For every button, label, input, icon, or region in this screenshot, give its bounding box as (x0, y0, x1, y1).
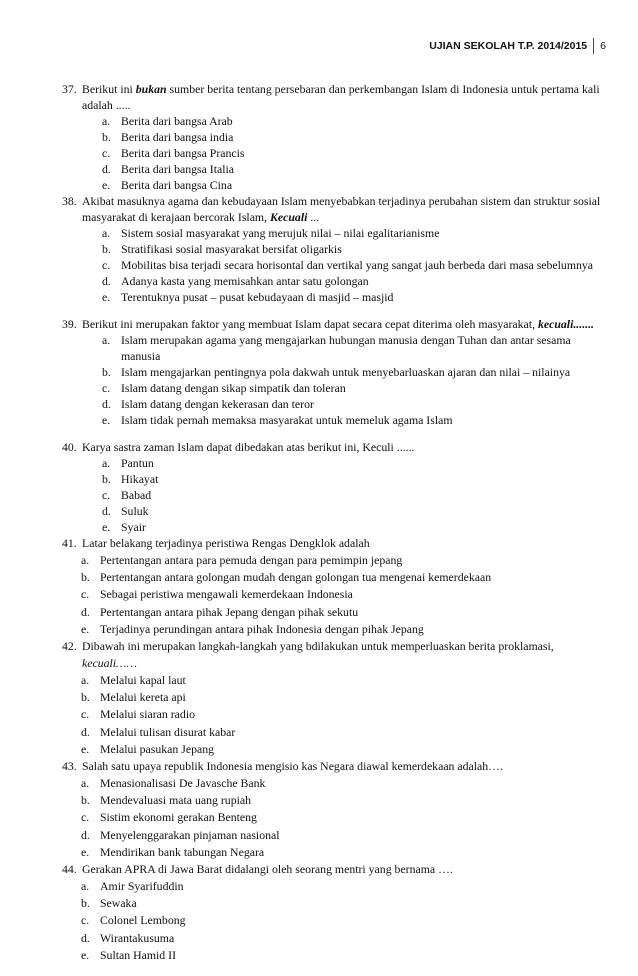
option-a: a. Sistem sosial masyarakat yang merujuk nilai – nilai egalitarianisme (102, 226, 440, 240)
options (81, 552, 604, 638)
question-number: 44. (62, 862, 77, 877)
question-list (62, 81, 604, 964)
option-b: b. Melalui kereta api (81, 690, 186, 705)
option-b: b. Berita dari bangsa india (102, 130, 234, 144)
option-e: e. Islam tidak pernah memaksa masyarakat untuk memeluk agama Islam (102, 413, 453, 427)
question-41 (62, 535, 604, 638)
question-42 (62, 638, 604, 758)
question-37 (62, 81, 604, 193)
question-text: Berikut ini merupakan faktor yang membuat Islam dapat secara cepat diterima oleh masyarakat, kecuali....... (82, 317, 594, 331)
question-text: Latar belakang terjadinya peristiwa Rengas Dengklok adalah (82, 536, 370, 550)
options (102, 225, 604, 305)
option-c: c. Mobilitas bisa terjadi secara horisontal dan vertikal yang sangat jauh berbeda dari masa sebelumnya (102, 258, 594, 272)
question-text: Gerakan APRA di Jawa Barat didalangi oleh seorang mentri yang bernama …. (82, 862, 453, 877)
question-number: 38. (62, 194, 77, 208)
option-d: d. Islam datang dengan kekerasan dan teror (102, 397, 314, 411)
exam-title: UJIAN SEKOLAH T.P. 2014/2015 (429, 40, 588, 52)
option-a: a. Melalui kapal laut (81, 673, 186, 688)
question-text: Karya sastra zaman Islam dapat dibedakan atas berikut ini, Keculi ...... (82, 440, 415, 454)
option-d: d. Menyelenggarakan pinjaman nasional (81, 827, 280, 842)
option-b: b. Stratifikasi sosial masyarakat bersifat oligarkis (102, 242, 342, 256)
option-a: a. Pantun (102, 456, 154, 470)
option-a: a. Berita dari bangsa Arab (102, 114, 233, 128)
option-a: a. Menasionalisasi De Javasche Bank (81, 776, 266, 791)
option-e: e. Mendirikan bank tabungan Negara (81, 844, 265, 859)
options (81, 775, 604, 861)
options (81, 878, 604, 964)
question-number: 40. (62, 440, 77, 454)
spacer (62, 305, 604, 316)
option-b: b. Islam mengajarkan pentingnya pola dakwah untuk menyebarluaskan ajaran dan nilai – nilainya (102, 365, 571, 379)
option-e: e. Melalui pasukan Jepang (81, 741, 215, 756)
spacer (62, 428, 604, 439)
option-b: b. Sewaka (81, 896, 137, 911)
options (81, 672, 604, 758)
options (102, 113, 604, 193)
page-header (429, 38, 606, 54)
option-d: d. Suluk (102, 504, 149, 518)
option-a: a. Islam merupakan agama yang mengajarkan hubungan manusia dengan Tuhan dan antar sesama manusia (102, 333, 571, 363)
option-c: c. Babad (102, 488, 152, 502)
question-text: Akibat masuknya agama dan kebudayaan Islam menyebabkan terjadinya perubahan sistem dan struktur sosial masyarakat di kerajaan bercorak Islam, Kecuali ... (82, 194, 601, 224)
option-c: c. Colonel Lembong (81, 913, 186, 928)
question-text: Salah satu upaya republik Indonesia mengisio kas Negara diawal kemerdekaan adalah…. (82, 759, 503, 774)
question-number: 41. (62, 536, 77, 550)
option-c: c. Islam datang dengan sikap simpatik dan toleran (102, 381, 346, 395)
option-d: d. Melalui tulisan disurat kabar (81, 724, 236, 739)
option-b: b. Hikayat (102, 472, 159, 486)
question-number: 37. (62, 82, 77, 96)
option-d: d. Pertentangan antara pihak Jepang dengan pihak sekutu (81, 604, 359, 619)
option-e: e. Terentuknya pusat – pusat kebudayaan di masjid – masjid (102, 290, 394, 304)
option-c: c. Berita dari bangsa Prancis (102, 146, 245, 160)
option-d: d. Wirantakusuma (81, 930, 175, 945)
question-text: Dibawah ini merupakan langkah-langkah yang bdilakukan untuk memperluaskan berita proklamasi, kecuali…… (82, 639, 554, 671)
page-number: 6 (600, 40, 606, 52)
option-c: c. Melalui siaran radio (81, 707, 195, 722)
options (102, 332, 604, 428)
option-c: c. Sistim ekonomi gerakan Benteng (81, 810, 257, 825)
question-39 (62, 316, 604, 428)
question-44 (62, 861, 604, 964)
question-number: 42. (62, 639, 77, 654)
option-e: e. Syair (102, 520, 146, 534)
option-b: b. Pertentangan antara golongan mudah dengan golongan tua mengenai kemerdekaan (81, 570, 492, 585)
option-e: e. Berita dari bangsa Cina (102, 178, 233, 192)
option-b: b. Mendevaluasi mata uang rupiah (81, 793, 252, 808)
option-c: c. Sebagai peristiwa mengawali kemerdekaan Indonesia (81, 587, 353, 602)
options (102, 455, 604, 535)
question-text: Berikut ini bukan sumber berita tentang persebaran dan perkembangan Islam di Indonesia untuk pertama kali adalah ..... (82, 82, 600, 112)
option-d: d. Berita dari bangsa Italia (102, 162, 235, 176)
option-e: e. Terjadinya perundingan antara pihak Indonesia dengan pihak Jepang (81, 621, 424, 636)
question-number: 39. (62, 317, 77, 331)
question-number: 43. (62, 759, 77, 774)
question-40 (62, 439, 604, 535)
option-e: e. Sultan Hamid II (81, 947, 177, 962)
header-divider (593, 38, 594, 54)
question-38 (62, 193, 604, 305)
option-a: a. Amir Syarifuddin (81, 879, 184, 894)
option-a: a. Pertentangan antara para pemuda dengan para pemimpin jepang (81, 553, 403, 567)
option-d: d. Adanya kasta yang memisahkan antar satu golongan (102, 274, 369, 288)
question-43 (62, 758, 604, 861)
